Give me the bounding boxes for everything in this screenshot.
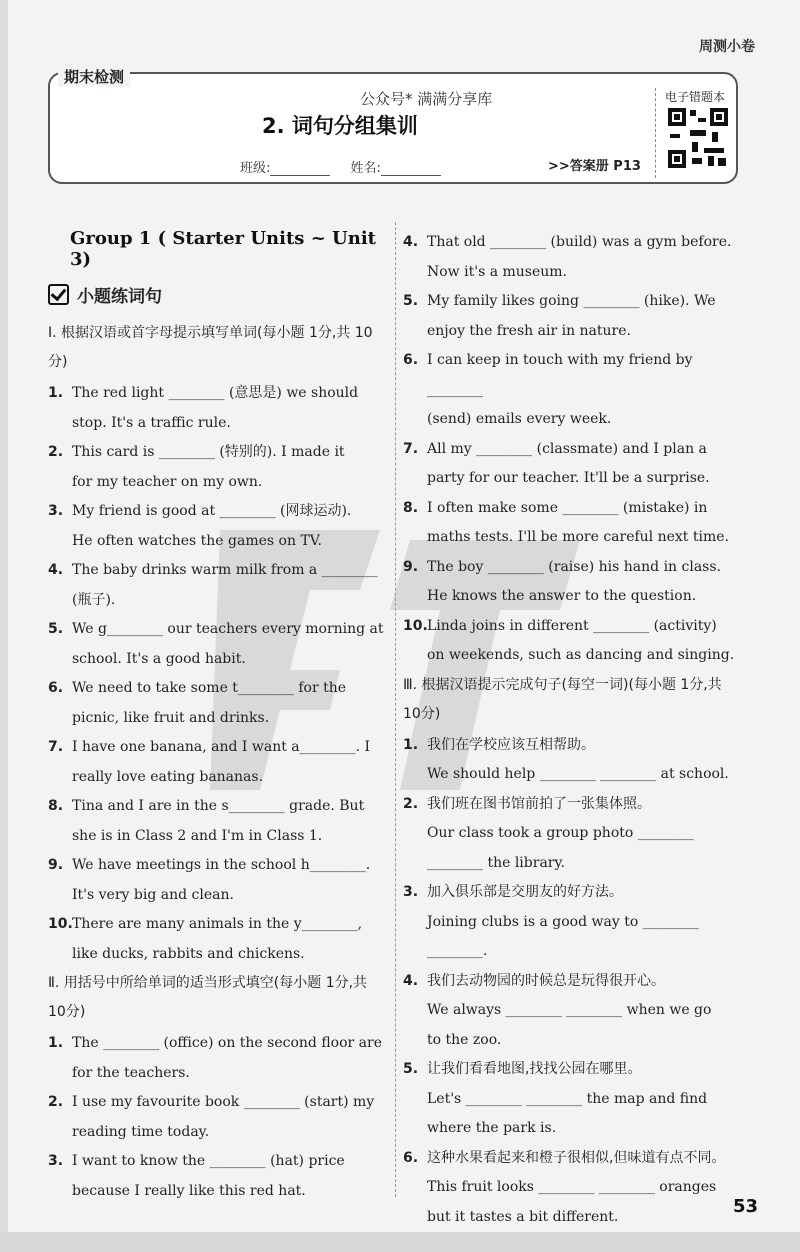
section-1-list: [48, 379, 386, 969]
question-item: [403, 790, 743, 820]
question-line[interactable]: enjoy the fresh air in nature.: [427, 322, 631, 339]
page-edge-bottom: [0, 1232, 800, 1252]
question-item: [403, 1144, 743, 1174]
question-line[interactable]: Joining clubs is a good way to ________: [427, 913, 699, 930]
question-line[interactable]: The red light ________ (意思是) we should: [72, 385, 359, 401]
question-line[interactable]: (瓶子).: [72, 591, 116, 608]
question-item: [48, 615, 386, 645]
question-number: 7.: [403, 440, 419, 457]
question-item: [48, 556, 386, 586]
question-line[interactable]: really love eating bananas.: [72, 768, 264, 785]
question-item: [48, 733, 386, 763]
question-line[interactable]: I use my favourite book ________ (start) my: [72, 1094, 375, 1110]
question-line[interactable]: He knows the answer to the question.: [427, 588, 697, 604]
exam-label: 期末检测: [58, 66, 130, 87]
question-chinese: 我们去动物园的时候总是玩得很开心。: [427, 972, 665, 989]
question-number: 4.: [403, 234, 419, 250]
name-blank[interactable]: [381, 161, 441, 176]
question-line[interactable]: Our class took a group photo ________: [427, 825, 694, 841]
question-number: 6.: [48, 680, 64, 696]
question-number: 5.: [48, 621, 64, 637]
question-item: [48, 1147, 386, 1177]
question-item: [403, 494, 743, 524]
question-line[interactable]: ________.: [427, 943, 488, 959]
question-line[interactable]: All my ________ (classmate) and I plan a: [427, 440, 707, 457]
question-line[interactable]: The baby drinks warm milk from a ________: [72, 562, 378, 578]
question-item: [48, 910, 386, 940]
checkbox-icon: [48, 284, 69, 305]
column-divider: [395, 222, 396, 1197]
question-number: 5.: [403, 293, 419, 309]
class-blank[interactable]: [270, 161, 330, 176]
name-label: 姓名:: [350, 161, 381, 176]
question-line[interactable]: We always ________ ________ when we go: [427, 1002, 712, 1018]
answer-reference: >>答案册 P13: [548, 159, 641, 174]
page-number: 53: [732, 1196, 758, 1217]
question-line[interactable]: like ducks, rabbits and chickens.: [72, 945, 305, 962]
question-item: [403, 878, 743, 908]
question-number: 2.: [48, 444, 64, 460]
question-item: [403, 553, 743, 583]
question-line[interactable]: because I really like this red hat.: [72, 1182, 306, 1199]
question-chinese: 加入俱乐部是交朋友的好方法。: [427, 884, 623, 900]
question-item: [48, 792, 386, 822]
question-number: 6.: [403, 1149, 419, 1166]
practice-title: 小题练词句: [77, 287, 162, 307]
question-line[interactable]: where the park is.: [427, 1120, 557, 1136]
page-edge-left: [0, 0, 8, 1252]
question-number: 9.: [48, 857, 64, 873]
right-column: [403, 228, 743, 1232]
question-item: [48, 379, 386, 409]
section-2-list-continued: [403, 228, 743, 671]
section-3-list: [403, 731, 743, 1233]
question-chinese: 我们在学校应该互相帮助。: [427, 736, 595, 753]
question-number: 9.: [403, 558, 419, 575]
question-item: [48, 674, 386, 704]
question-number: 2.: [48, 1094, 64, 1110]
question-line[interactable]: ________ the library.: [427, 854, 565, 871]
question-line[interactable]: We should help ________ ________ at school.: [427, 766, 729, 782]
question-chinese: 我们班在图书馆前拍了一张集体照。: [427, 795, 651, 812]
top-tag: 周测小卷: [699, 39, 755, 55]
question-line[interactable]: school. It's a good habit.: [72, 650, 246, 667]
section-2-list: [48, 1029, 386, 1206]
question-item: [48, 497, 386, 527]
question-number: 5.: [403, 1061, 419, 1077]
section-2-instruction: Ⅱ. 用括号中所给单词的适当形式填空(每小题 1分,共 10分): [48, 975, 368, 1020]
question-line[interactable]: The boy ________ (raise) his hand in class.: [427, 558, 721, 575]
question-number: 10.: [403, 617, 428, 634]
question-number: 4.: [48, 562, 64, 578]
question-item: [403, 1055, 743, 1085]
student-info-row: [240, 157, 457, 176]
question-item: [403, 346, 743, 405]
question-line[interactable]: Now it's a museum.: [427, 263, 567, 280]
question-item: [48, 438, 386, 468]
question-line[interactable]: (send) emails every week.: [427, 411, 612, 427]
question-line[interactable]: The ________ (office) on the second floor are: [72, 1035, 382, 1051]
question-number: 8.: [403, 499, 419, 516]
question-number: 1.: [48, 385, 64, 401]
watermark-text: 公众号* 满满分享库: [360, 90, 493, 108]
question-line[interactable]: He often watches the games on TV.: [72, 532, 322, 549]
question-line[interactable]: This card is ________ (特别的). I made it: [72, 444, 345, 460]
header-divider: [655, 88, 656, 178]
question-number: 10.: [48, 916, 73, 932]
question-line[interactable]: I have one banana, and I want a________. I: [72, 739, 371, 755]
question-chinese: 让我们看看地图,找找公园在哪里。: [427, 1061, 642, 1077]
question-line[interactable]: We g________ our teachers every morning at: [72, 621, 384, 637]
question-line[interactable]: on weekends, such as dancing and singing.: [427, 647, 735, 663]
question-line[interactable]: There are many animals in the y________,: [72, 916, 363, 932]
question-item: [48, 1088, 386, 1118]
question-line[interactable]: We need to take some t________ for the: [72, 680, 347, 696]
question-item: [403, 612, 743, 642]
question-line[interactable]: maths tests. I'll be more careful next time.: [427, 529, 729, 545]
question-line[interactable]: I can keep in touch with my friend by ________: [427, 352, 693, 398]
question-line[interactable]: Tina and I are in the s________ grade. But: [72, 798, 365, 814]
question-line[interactable]: party for our teacher. It'll be a surprise.: [427, 470, 710, 486]
qr-label: 电子错题本: [665, 90, 726, 104]
left-column: [48, 228, 386, 1206]
question-line[interactable]: I often make some ________ (mistake) in: [427, 499, 708, 516]
question-line[interactable]: This fruit looks ________ ________ oranges: [427, 1179, 717, 1195]
question-number: 8.: [48, 798, 64, 814]
question-line[interactable]: My family likes going ________ (hike). We: [427, 293, 716, 309]
question-item: [403, 287, 743, 317]
question-number: 7.: [48, 739, 64, 755]
section-3-instruction: Ⅲ. 根据汉语提示完成句子(每空一词)(每小题 1分,共 10分): [403, 676, 722, 722]
question-line[interactable]: for my teacher on my own.: [72, 473, 263, 490]
question-line[interactable]: We have meetings in the school h________.: [72, 857, 371, 873]
question-number: 4.: [403, 972, 419, 989]
question-line[interactable]: but it tastes a bit different.: [427, 1208, 619, 1225]
section-1-instruction: Ⅰ. 根据汉语或首字母提示填写单词(每小题 1分,共 10分): [48, 325, 373, 370]
question-item: [48, 1029, 386, 1059]
question-line[interactable]: I want to know the ________ (hat) price: [72, 1153, 345, 1169]
question-line[interactable]: stop. It's a traffic rule.: [72, 414, 231, 431]
page-title: 2. 词句分组集训: [262, 114, 418, 138]
group-title: Group 1 ( Starter Units ~ Unit 3): [70, 228, 376, 270]
question-line[interactable]: My friend is good at ________ (网球运动).: [72, 503, 352, 519]
question-item: [403, 731, 743, 761]
question-line[interactable]: It's very big and clean.: [72, 886, 234, 903]
question-line[interactable]: That old ________ (build) was a gym before.: [427, 234, 732, 250]
question-line[interactable]: Linda joins in different ________ (activity): [427, 617, 717, 634]
question-chinese: 这种水果看起来和橙子很相似,但味道有点不同。: [427, 1149, 726, 1166]
question-line[interactable]: for the teachers.: [72, 1064, 190, 1081]
question-line[interactable]: picnic, like fruit and drinks.: [72, 709, 270, 726]
question-item: [403, 967, 743, 997]
question-number: 1.: [48, 1035, 64, 1051]
question-number: 6.: [403, 352, 419, 368]
question-number: 3.: [48, 503, 64, 519]
question-number: 2.: [403, 795, 419, 812]
class-label: 班级:: [240, 161, 271, 176]
question-item: [403, 435, 743, 465]
question-number: 3.: [48, 1153, 64, 1169]
question-line[interactable]: reading time today.: [72, 1123, 210, 1140]
question-line[interactable]: to the zoo.: [427, 1031, 502, 1048]
qr-code-icon[interactable]: [668, 108, 728, 168]
question-number: 3.: [403, 884, 419, 900]
practice-heading: [48, 282, 386, 307]
question-item: [48, 851, 386, 881]
question-item: [403, 228, 743, 258]
question-line[interactable]: Let's ________ ________ the map and find: [427, 1090, 708, 1107]
question-number: 1.: [403, 736, 419, 753]
question-line[interactable]: she is in Class 2 and I'm in Class 1.: [72, 827, 323, 844]
